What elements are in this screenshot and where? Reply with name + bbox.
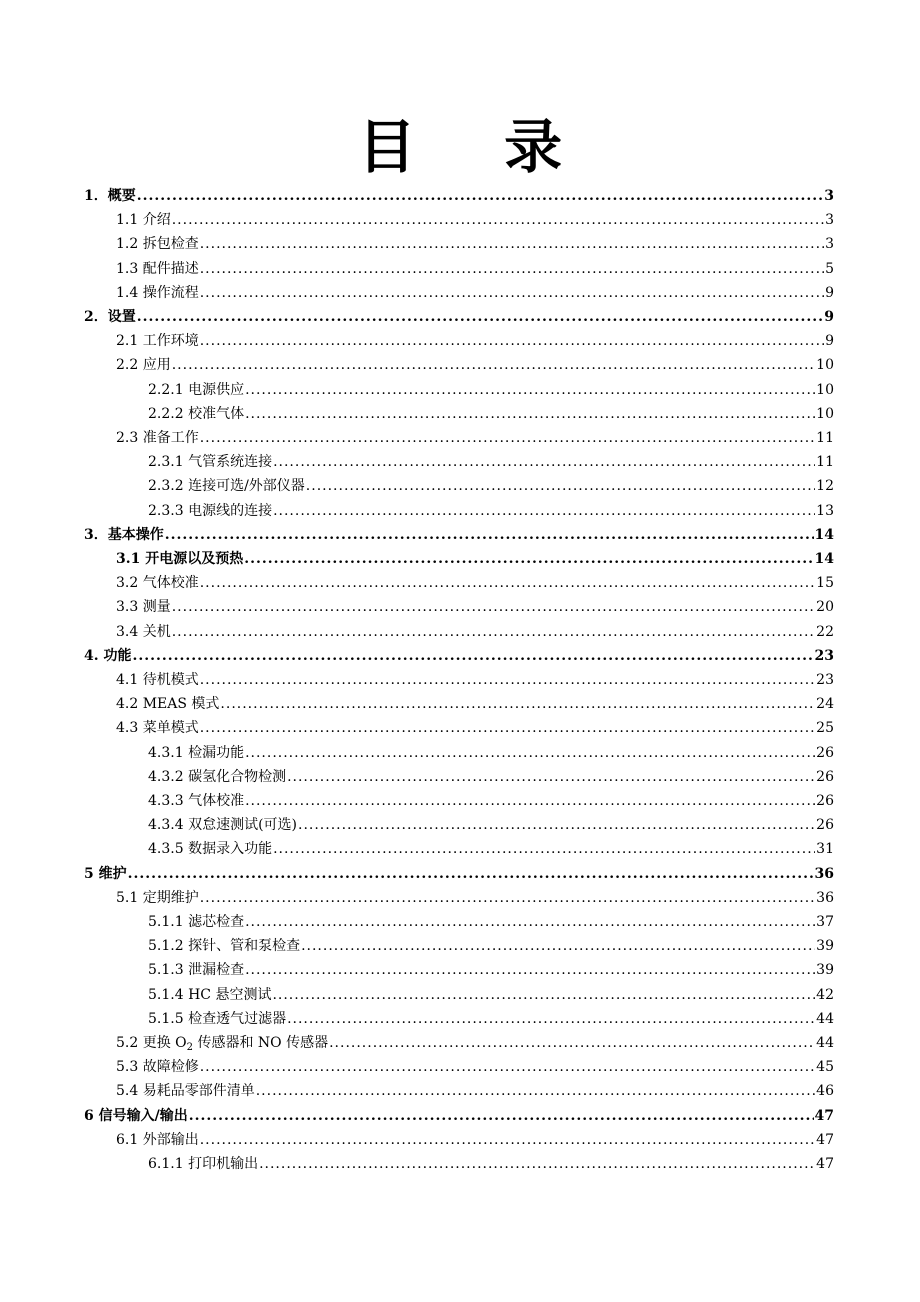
toc-page-number: 31 <box>816 841 834 858</box>
toc-entry-label: 1.4 操作流程 <box>116 284 199 301</box>
toc-leader-dots <box>259 1152 815 1176</box>
toc-page-number: 26 <box>816 793 834 809</box>
toc-page-number: 24 <box>816 696 834 713</box>
toc-page-number: 26 <box>816 744 834 761</box>
toc-page-number: 9 <box>824 309 834 325</box>
toc-leader-dots <box>298 813 815 837</box>
toc-page-number: 12 <box>816 478 834 495</box>
toc-entry[interactable] <box>148 1007 834 1031</box>
toc-entry[interactable] <box>116 426 834 450</box>
toc-page-number: 20 <box>816 599 834 616</box>
toc-entry-label: 6.1.1 打印机输出 <box>148 1156 259 1172</box>
toc-leader-dots <box>200 426 815 450</box>
toc-leader-dots <box>200 257 824 281</box>
toc-leader-dots <box>245 910 815 934</box>
toc-page-number: 14 <box>814 526 834 543</box>
toc-entry[interactable] <box>116 353 834 377</box>
toc-leader-dots <box>329 1031 815 1055</box>
toc-page-number: 10 <box>816 381 834 398</box>
toc-entry-label: 1．概要 <box>84 188 136 204</box>
toc-page-number: 22 <box>816 623 834 640</box>
toc-page-number: 3 <box>824 188 834 204</box>
toc-entry-label: 2.2.1 电源供应 <box>148 381 245 398</box>
toc-entry-label: 5.1.2 探针、管和泵检查 <box>148 938 301 955</box>
toc-entry-label: 6.1 外部输出 <box>116 1131 199 1148</box>
toc-entry[interactable] <box>148 813 834 837</box>
toc-entry[interactable] <box>116 1055 834 1079</box>
toc-entry-label: 5.1.1 滤芯检查 <box>148 914 245 930</box>
toc-page-number: 44 <box>816 1010 834 1027</box>
toc-leader-dots <box>245 741 815 765</box>
toc-page-number: 3 <box>825 212 834 229</box>
toc-page-number: 5 <box>825 260 834 277</box>
toc-leader-dots <box>273 450 815 474</box>
toc-leader-dots <box>137 184 824 208</box>
toc-entry-label: 5.1.5 检查透气过滤器 <box>148 1010 287 1027</box>
toc-page-number: 15 <box>816 575 834 592</box>
toc-leader-dots <box>133 644 814 668</box>
toc-page-number: 47 <box>816 1131 834 1148</box>
toc-entry[interactable] <box>116 595 834 619</box>
toc-entry[interactable] <box>116 620 834 644</box>
toc-leader-dots <box>272 983 815 1007</box>
toc-page-number: 26 <box>816 817 834 834</box>
toc-entry[interactable] <box>148 765 834 789</box>
toc-leader-dots <box>245 378 815 402</box>
toc-entry[interactable] <box>148 983 834 1007</box>
toc-leader-dots <box>172 620 815 644</box>
toc-entry-label: 5 维护 <box>84 865 127 882</box>
toc-leader-dots <box>200 571 815 595</box>
toc-page-number: 36 <box>816 889 834 906</box>
toc-entry[interactable] <box>148 1152 834 1176</box>
toc-entry[interactable] <box>116 886 834 910</box>
toc-entry[interactable] <box>148 789 834 813</box>
toc-entry[interactable] <box>116 257 834 281</box>
toc-entry-label: 2.2.2 校准气体 <box>148 405 245 422</box>
toc-entry[interactable] <box>84 1104 834 1128</box>
toc-entry-label: 2.2 应用 <box>116 357 171 374</box>
toc-entry[interactable] <box>116 208 834 232</box>
toc-page-number: 47 <box>816 1156 834 1172</box>
toc-page-number: 9 <box>825 333 834 350</box>
toc-entry[interactable] <box>84 305 834 329</box>
toc-leader-dots <box>273 837 815 861</box>
toc-entry-label: 4.3.2 碳氢化合物检测 <box>148 768 287 785</box>
toc-entry-label: 5.1.3 泄漏检查 <box>148 962 245 979</box>
toc-entry-label: 4.2 MEAS 模式 <box>116 696 220 713</box>
toc-leader-dots <box>200 281 824 305</box>
toc-leader-dots <box>165 523 814 547</box>
toc-entry-label: 1.3 配件描述 <box>116 260 199 277</box>
toc-leader-dots <box>200 886 815 910</box>
toc-page-number: 23 <box>814 647 834 664</box>
toc-entry-label: 2.3.2 连接可选/外部仪器 <box>148 478 305 495</box>
toc-leader-dots <box>189 1104 814 1128</box>
toc-entry-label: 4.3.5 数据录入功能 <box>148 841 273 858</box>
toc-entry[interactable] <box>148 934 834 958</box>
toc-entry-subscript: 2 <box>186 1042 194 1053</box>
toc-leader-dots <box>172 353 815 377</box>
toc-entry-label: 4.1 待机模式 <box>116 672 199 688</box>
toc-entry[interactable] <box>148 958 834 982</box>
toc-entry-label: 6 信号输入/输出 <box>84 1107 188 1124</box>
toc-page-number: 46 <box>816 1083 834 1100</box>
toc-leader-dots <box>287 1007 815 1031</box>
toc-leader-dots <box>244 547 813 571</box>
toc-entry-label: 4. 功能 <box>84 647 132 664</box>
toc-page-number: 10 <box>816 357 834 374</box>
toc-leader-dots <box>256 1079 815 1103</box>
toc-entry[interactable] <box>148 474 834 498</box>
page-title: 目 录 <box>357 113 597 181</box>
toc-leader-dots <box>128 862 814 886</box>
toc-entry-label: 3.4 关机 <box>116 623 171 640</box>
toc-leader-dots <box>200 668 815 692</box>
toc-entry[interactable] <box>148 450 834 474</box>
toc-page-number: 23 <box>816 672 834 688</box>
toc-entry-label: 2.3 准备工作 <box>116 430 199 446</box>
toc-entry[interactable] <box>84 523 834 547</box>
toc-entry[interactable] <box>116 1079 834 1103</box>
toc-leader-dots <box>245 789 815 813</box>
toc-entry-label: 5.1.4 HC 悬空测试 <box>148 986 272 1003</box>
toc-entry-label: 5.3 故障检修 <box>116 1059 199 1076</box>
toc-page-number: 14 <box>814 551 834 567</box>
toc-entry-label: 2．设置 <box>84 309 136 325</box>
toc-entry-label: 5.4 易耗品零部件清单 <box>116 1083 255 1100</box>
toc-leader-dots <box>273 499 815 523</box>
toc-entry[interactable] <box>116 571 834 595</box>
toc-entry[interactable] <box>84 644 834 668</box>
toc-leader-dots <box>137 305 824 329</box>
toc-leader-dots <box>172 595 815 619</box>
toc-entry[interactable] <box>148 378 834 402</box>
toc-page-number: 13 <box>816 502 834 519</box>
toc-leader-dots <box>200 329 824 353</box>
toc-entry-label: 2.3.3 电源线的连接 <box>148 502 273 519</box>
toc-leader-dots <box>200 232 824 256</box>
toc-entry-label: 1.2 拆包检查 <box>116 236 199 253</box>
toc-entry-label: 4.3 菜单模式 <box>116 720 199 737</box>
toc-page-number: 3 <box>825 236 834 253</box>
toc-entry-label-cont: 传感器和 NO 传感器 <box>193 1035 329 1051</box>
toc-leader-dots <box>245 402 815 426</box>
toc-leader-dots <box>200 1128 815 1152</box>
toc-entry[interactable] <box>84 184 834 208</box>
toc-entry[interactable] <box>148 402 834 426</box>
toc-entry[interactable] <box>116 232 834 256</box>
toc-entry-label: 3.3 测量 <box>116 599 171 616</box>
toc-page-number: 10 <box>816 405 834 422</box>
toc-leader-dots <box>200 716 815 740</box>
toc-page-number: 42 <box>816 986 834 1003</box>
toc-entry-label: 3．基本操作 <box>84 526 164 543</box>
toc-entry-label: 1.1 介绍 <box>116 212 171 229</box>
toc-entry-label: 4.3.1 检漏功能 <box>148 744 245 761</box>
toc-page-number: 44 <box>816 1035 834 1051</box>
toc-page-number: 25 <box>816 720 834 737</box>
toc-leader-dots <box>306 474 815 498</box>
toc-entry[interactable] <box>116 668 834 692</box>
toc-entry-label: 5.2 更换 $O_2$ 传感器和 NO 传感器 <box>116 1035 329 1053</box>
toc-leader-dots <box>301 934 815 958</box>
toc-leader-dots <box>287 765 815 789</box>
toc-entry-label: 2.1 工作环境 <box>116 333 199 350</box>
toc-entry[interactable] <box>148 499 834 523</box>
toc-page-number: 39 <box>816 938 834 955</box>
toc-page-number: 11 <box>816 454 834 471</box>
toc-entry[interactable] <box>116 692 834 716</box>
toc-page-number: 37 <box>816 914 834 930</box>
toc-entry-label: 2.3.1 气管系统连接 <box>148 454 273 471</box>
toc-leader-dots <box>172 208 824 232</box>
toc-entry-label: 3.1 开电源以及预热 <box>116 551 244 567</box>
toc-page-number: 9 <box>825 284 834 301</box>
toc-entry[interactable] <box>148 910 834 934</box>
toc-page-number: 45 <box>816 1059 834 1076</box>
toc-entry[interactable] <box>148 741 834 765</box>
toc-page-number: 39 <box>816 962 834 979</box>
toc-entry[interactable] <box>116 329 834 353</box>
toc-entry[interactable] <box>116 281 834 305</box>
toc-page-number: 47 <box>814 1107 834 1124</box>
toc-entry-label: 4.3.3 气体校准 <box>148 793 245 809</box>
toc-leader-dots <box>200 1055 815 1079</box>
toc-entry-label: 3.2 气体校准 <box>116 575 199 592</box>
toc-entry[interactable] <box>116 1031 834 1055</box>
toc-entry[interactable] <box>148 837 834 861</box>
toc-entry[interactable] <box>116 716 834 740</box>
toc-leader-dots <box>245 958 815 982</box>
toc-entry[interactable] <box>84 862 834 886</box>
toc-page-number: 26 <box>816 768 834 785</box>
toc-entry[interactable] <box>116 1128 834 1152</box>
toc-page-number: 11 <box>816 430 834 446</box>
toc-entry-label: 4.3.4 双怠速测试(可选) <box>148 817 297 834</box>
toc-leader-dots <box>220 692 815 716</box>
toc-entry-label: 5.1 定期维护 <box>116 889 199 906</box>
toc-entry[interactable] <box>116 547 834 571</box>
toc-page-number: 36 <box>814 865 834 882</box>
